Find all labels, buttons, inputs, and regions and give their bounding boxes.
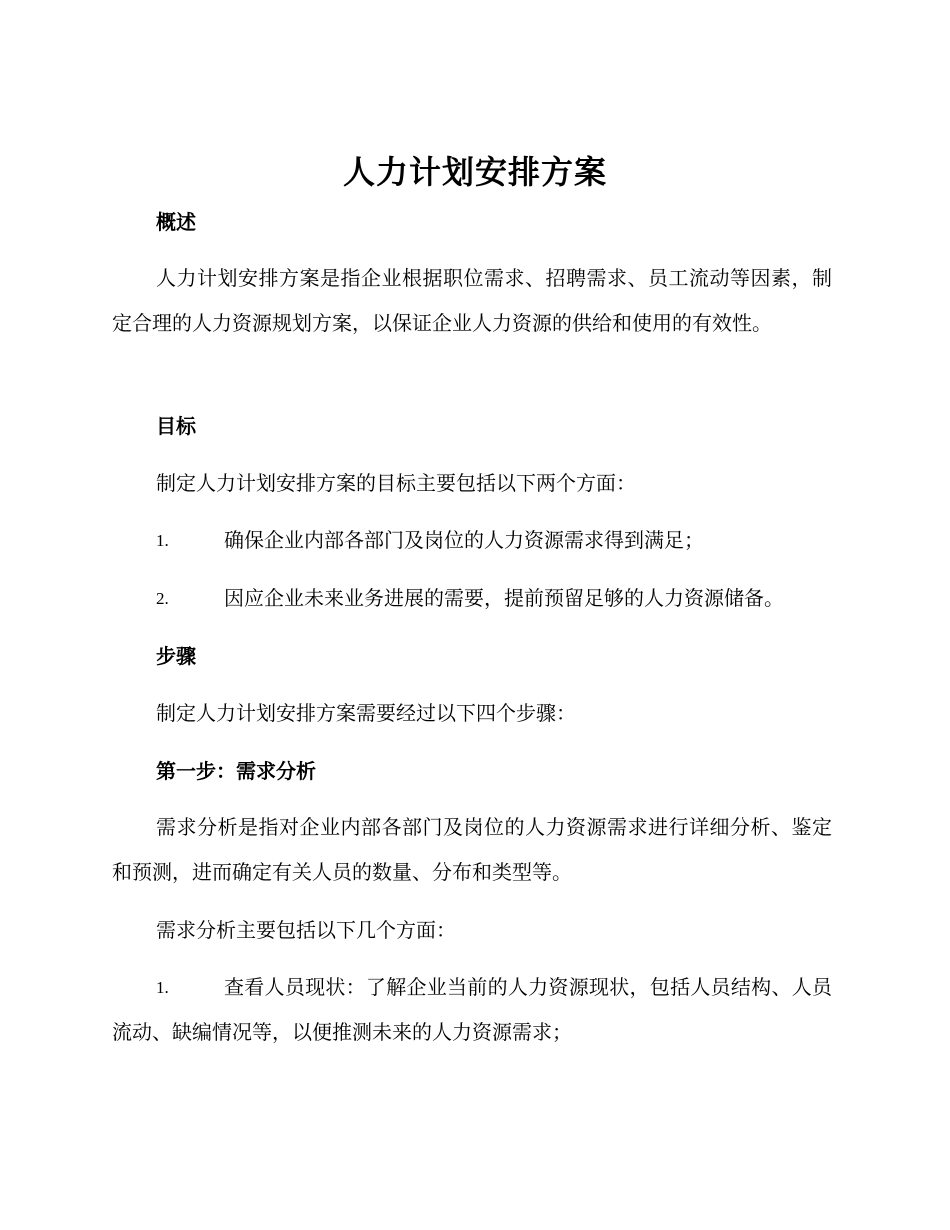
list-item-text: 查看人员现状：了解企业当前的人力资源现状，包括人员结构、人员流动、缺编情况等，以便推测未来的人力资源需求； [112,975,832,1044]
goals-list-item [112,576,832,621]
steps-intro: 制定人力计划安排方案需要经过以下四个步骤： [156,701,576,725]
step-one-intro: 需求分析主要包括以下几个方面： [156,918,456,942]
overview-paragraph: 人力计划安排方案是指企业根据职位需求、招聘需求、员工流动等因素，制定合理的人力资源规划方案，以保证企业人力资源的供给和使用的有效性。 [112,266,832,335]
goals-list-item [112,518,832,563]
section-heading-steps: 步骤 [156,644,196,668]
document-title: 人力计划安排方案 [342,153,607,191]
step-one-paragraph: 需求分析是指对企业内部各部门及岗位的人力资源需求进行详细分析、鉴定和预测，进而确定有关人员的数量、分布和类型等。 [112,815,832,884]
list-item-text: 确保企业内部各部门及岗位的人力资源需求得到满足； [224,528,704,552]
section-heading-step-one: 第一步：需求分析 [156,759,316,783]
list-number: 1. [156,978,169,997]
step-one-list-item [112,965,832,1055]
list-item-text: 因应企业未来业务进展的需要，提前预留足够的人力资源储备。 [224,586,784,610]
section-heading-overview: 概述 [156,210,196,234]
goals-intro: 制定人力计划安排方案的目标主要包括以下两个方面： [156,471,636,495]
list-number: 1. [156,531,169,550]
section-heading-goals: 目标 [156,414,196,438]
list-number: 2. [156,589,169,608]
